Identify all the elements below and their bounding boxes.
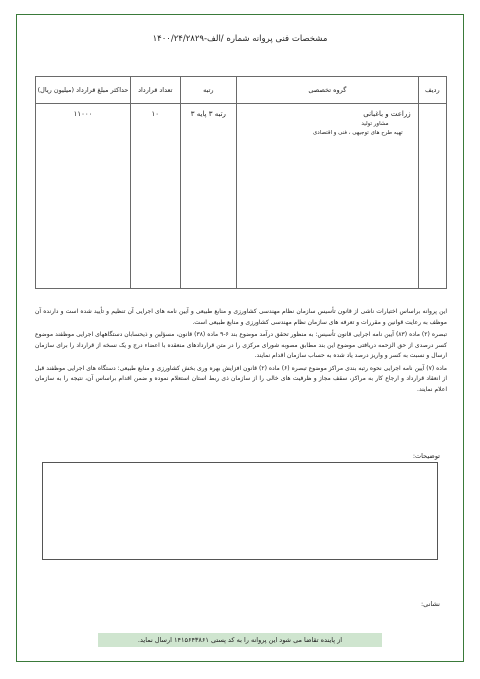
specifications-table xyxy=(35,76,447,289)
footer-note: از پاینده تقاضا می شود این پروانه را به کد پستی ۱۴۱۵۶۴۳۸۶۱ ارسال نماید. xyxy=(98,633,382,647)
paragraph-1: این پروانه براساس اختیارات ناشی از قانون تأسیس سازمان نظام مهندسی کشاورزی و منابع طبیعی و آیین نامه های اجرایی آن تنظیم و تأیید شده است و دارنده آن موظف به رعایت قوانین و مقررات و تعرفه های سازمان نظام مهندسی کشاورزی و منابع طبیعی است. xyxy=(35,308,447,326)
header-group: گروه تخصصی xyxy=(237,77,418,104)
header-rank: رتبه xyxy=(180,77,237,104)
rank-value: رتبه ۳ پایه ۳ xyxy=(190,110,226,118)
notes-label: توضیحات: xyxy=(412,452,440,460)
header-max-amount: حداکثر مبلغ قرارداد (میلیون ریال) xyxy=(36,77,131,104)
cell-group xyxy=(237,104,418,289)
cell-index xyxy=(418,104,446,289)
address-label: نشانی: xyxy=(420,600,440,608)
table-header-row xyxy=(36,77,447,104)
group-main: زراعت و باغبانی xyxy=(363,110,411,118)
document-title: مشخصات فنی پروانه شماره /الف-۱۴۰۰/۲۴/۲۸۲۹ xyxy=(152,34,328,44)
table-row xyxy=(36,104,447,289)
group-sub-2: تهیه طرح های توجیهی ، فنی و اقتصادی xyxy=(312,130,403,136)
paragraph-3: ماده (۷) آیین نامه اجرایی نحوه رتبه بندی مراکز موضوع تبصره (۶) ماده (۲) قانون افزایش بهره وری بخش کشاورزی و منابع طبیعی: دستگاه های اجرایی موظفند قبل از انعقاد قرارداد و ارجاع کار به مراکز، سقف مجاز و ظرفیت های خالی را از سازمان ذی ربط استان استعلام نموده و ضمن اقدام براساس آن، نتیجه را به سازمان اعلام نمایند. xyxy=(35,364,447,393)
notes-box xyxy=(42,462,438,560)
legal-paragraphs xyxy=(35,307,447,397)
cell-max-amount xyxy=(36,104,131,289)
cell-rank xyxy=(180,104,237,289)
header-index: ردیف xyxy=(418,77,446,104)
header-count: تعداد قرارداد xyxy=(131,77,180,104)
paragraph-2: تبصره (۲) ماده (۸۳) آیین نامه اجرایی قانون تأسیس: به منظور تحقق درآمد موضوع بند ۶-۹ ماده (۳۸) قانون، مسؤلین و ذیحسابان دستگاههای اجرایی موظفند موضوع کسر درصدی از حق الزحمه دریافتی موضوع این بند مطابق مصوبه شورای مرکزی را در متن قراردادهای منعقده با اعضاء درج و یک نسخه از قرارداد را برای سازمان ارسال و نسبت به کسر و واریز درصد یاد شده به حساب سازمان اقدام نمایند. xyxy=(35,331,447,359)
max-amount-value: ۱۱۰۰۰ xyxy=(73,110,93,118)
count-value: ۱۰ xyxy=(151,110,160,118)
group-sub-1: مشاور تولید xyxy=(361,121,389,127)
cell-count xyxy=(131,104,180,289)
